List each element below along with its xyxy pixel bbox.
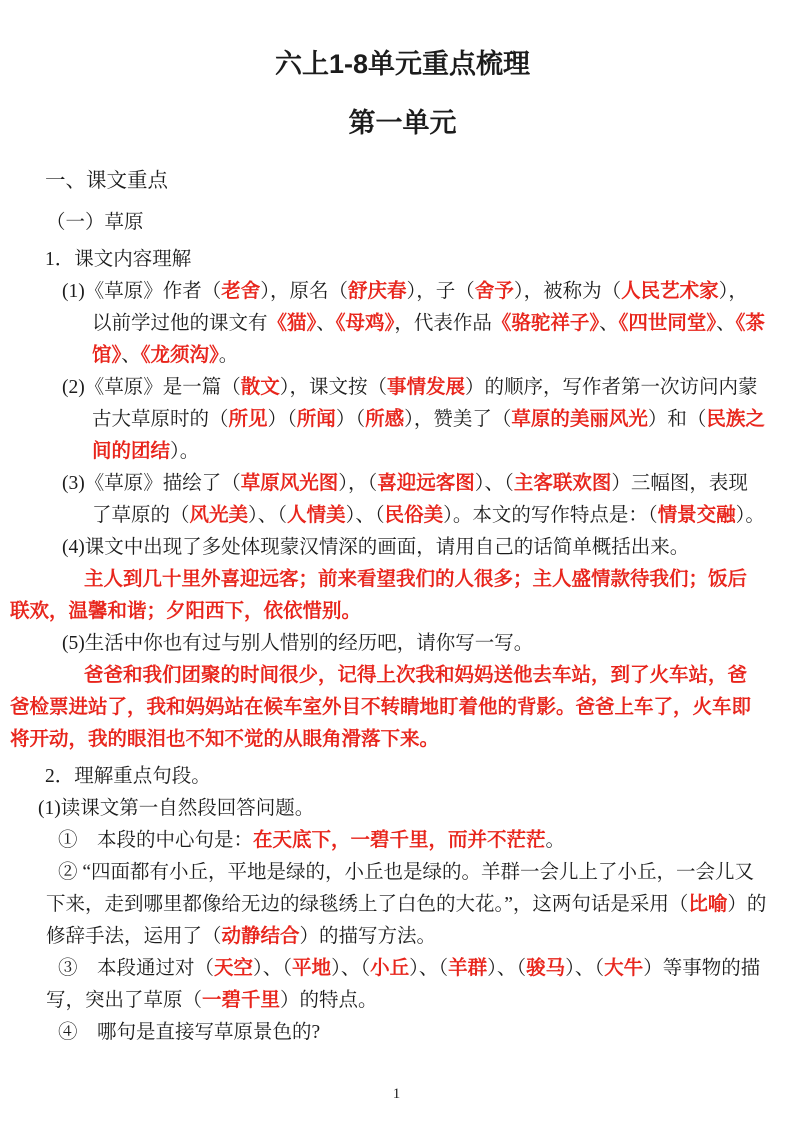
- body-text: ）。: [170, 441, 200, 462]
- body-text: ）和（: [647, 409, 707, 430]
- section-heading-lesson: （一）草原: [46, 212, 144, 233]
- sub-question-4: [46, 1017, 767, 1049]
- body-text: ）、（: [331, 958, 371, 979]
- highlighted-answer-text: 《四世同堂》: [618, 313, 717, 334]
- highlighted-answer-text: 风光美: [189, 505, 249, 526]
- body-text: ）等事物的描写，突出了草原（: [46, 958, 761, 1011]
- highlighted-answer-text: 喜迎远客图: [377, 473, 475, 494]
- body-text: ）的特点。: [280, 990, 378, 1011]
- question-3: [38, 468, 767, 532]
- highlighted-answer-text: 所感: [365, 409, 405, 430]
- body-text: ）、（: [565, 958, 605, 979]
- body-text: ① 本段的中心句是：: [58, 830, 254, 851]
- question-5: [38, 628, 767, 660]
- highlighted-answer-text: 《骆驼祥子》: [491, 313, 600, 334]
- body-text: ），赞美了（: [404, 409, 512, 430]
- highlighted-answer-text: 人情美: [287, 505, 346, 526]
- body-text: 、: [716, 313, 736, 334]
- section-heading-part2: 2．理解重点句段。: [45, 766, 211, 787]
- body-text: ）、（: [253, 958, 293, 979]
- highlighted-answer-text: 骏马: [526, 958, 566, 979]
- body-text: ④ 哪句是直接写草原景色的?: [58, 1022, 321, 1043]
- highlighted-answer-text: 舍予: [474, 281, 514, 302]
- body-text: (2)《草原》是一篇（: [62, 377, 241, 398]
- body-text: ）（: [267, 409, 297, 430]
- body-text: ）、（: [409, 958, 449, 979]
- body-text: ）（: [335, 409, 366, 430]
- body-text: 、: [599, 313, 619, 334]
- body-text: ），（: [338, 473, 378, 494]
- section-heading-outline: 一、课文重点: [45, 170, 168, 192]
- body-text: ），原名（: [260, 281, 349, 302]
- sub-question-1: [46, 825, 767, 857]
- body-text: 、: [121, 345, 141, 366]
- highlighted-answer-text: 草原的美丽风光: [511, 409, 648, 430]
- body-text: ③ 本段通过对（: [58, 958, 215, 979]
- highlighted-answer-text: 散文: [240, 377, 280, 398]
- body-text: ② “四面都有小丘，平地是绿的，小丘也是绿的。羊群一会儿上了小丘，一会儿又下来，走到哪里都像给无边的绿毯绣上了白色的大花。”，这两句话是采用（: [46, 862, 755, 915]
- answer-5: [10, 660, 763, 756]
- body-text: ）三幅图，表现了草原的（: [92, 473, 748, 526]
- doc-title: 六上1-8单元重点梳理: [274, 49, 531, 79]
- highlighted-answer-text: 老舍: [221, 281, 261, 302]
- body-text: (4)课文中出现了多处体现蒙汉情深的画面，请用自己的话简单概括出来。: [62, 537, 690, 558]
- answer-4: [10, 564, 763, 628]
- question-1: [38, 276, 767, 372]
- body-text: ）、（: [345, 505, 385, 526]
- highlighted-answer-text: 主人到几十里外喜迎远客；前来看望我们的人很多；主人盛情款待我们；饭后联欢，温馨和谐；夕阳西下，依依惜别。: [10, 569, 748, 622]
- highlighted-answer-text: 《猫》: [267, 313, 317, 334]
- body-text: ，代表作品: [394, 313, 492, 334]
- body-text: ）、（: [474, 473, 514, 494]
- highlighted-answer-text: 《龙须沟》: [140, 345, 219, 366]
- question-4: [38, 532, 767, 564]
- highlighted-answer-text: 动静结合: [221, 926, 300, 947]
- highlighted-answer-text: 所见: [228, 409, 268, 430]
- body-text: ），子（: [406, 281, 475, 302]
- highlighted-answer-text: 人民艺术家: [621, 281, 719, 302]
- body-text: ），以前学过他的课文有: [92, 281, 748, 334]
- body-text: ），课文按（: [279, 377, 388, 398]
- section-heading-part1: 1．课文内容理解: [45, 249, 192, 270]
- part2-question-intro: (1)读课文第一自然段回答问题。: [38, 798, 315, 819]
- highlighted-answer-text: 民俗美: [384, 505, 444, 526]
- sub-question-2: [46, 857, 767, 953]
- highlighted-answer-text: 民族之间的团结: [92, 409, 765, 462]
- body-text: ），被称为（: [513, 281, 622, 302]
- highlighted-answer-text: 情景交融: [657, 505, 736, 526]
- highlighted-answer-text: 大牛: [604, 958, 644, 979]
- highlighted-answer-text: 羊群: [448, 958, 488, 979]
- body-text: ）、（: [248, 505, 288, 526]
- highlighted-answer-text: 所闻: [296, 409, 336, 430]
- question-2: [38, 372, 767, 468]
- body-text: ）的顺序，写作者第一次访问内蒙古大草原时的（: [92, 377, 758, 430]
- highlighted-answer-text: 舒庆春: [348, 281, 407, 302]
- highlighted-answer-text: 事情发展: [387, 377, 466, 398]
- highlighted-answer-text: 《茶馆》: [92, 313, 765, 366]
- highlighted-answer-text: 在天底下，一碧千里，而并不茫茫: [253, 830, 546, 851]
- body-text: (5)生活中你也有过与别人惜别的经历吧，请你写一写。: [62, 633, 534, 654]
- highlighted-answer-text: 一碧千里: [202, 990, 281, 1011]
- highlighted-answer-text: 平地: [292, 958, 332, 979]
- body-text: ）的修辞手法，运用了（: [46, 894, 767, 947]
- highlighted-answer-text: 主客联欢图: [513, 473, 612, 494]
- body-text: 。: [545, 830, 566, 851]
- page-number: 1: [392, 1086, 401, 1102]
- body-text: ）、（: [487, 958, 527, 979]
- body-text: (3)《草原》描绘了（: [62, 473, 241, 494]
- highlighted-answer-text: 天空: [214, 958, 254, 979]
- body-text: 、: [316, 313, 336, 334]
- sub-question-3: [46, 953, 767, 1017]
- body-text: ）的描写方法。: [299, 926, 437, 947]
- body-text: 。: [218, 345, 239, 366]
- highlighted-answer-text: 草原风光图: [240, 473, 339, 494]
- highlighted-answer-text: 《母鸡》: [335, 313, 395, 334]
- highlighted-answer-text: 比喻: [688, 894, 728, 915]
- body-text: ）。本文的写作特点是：（: [443, 505, 658, 526]
- body-text: (1)《草原》作者（: [62, 281, 222, 302]
- highlighted-answer-text: 小丘: [370, 958, 410, 979]
- body-text: ）。: [735, 505, 765, 526]
- highlighted-answer-text: 爸爸和我们团聚的时间很少，记得上次我和妈妈送他去车站，到了火车站，爸爸检票进站了，我和妈妈站在候车室外目不转睛地盯着他的背影。爸爸上车了，火车即将开动，我的眼泪也不知不觉的从眼角滑落下来。: [10, 665, 752, 750]
- doc-subtitle: 第一单元: [348, 108, 457, 138]
